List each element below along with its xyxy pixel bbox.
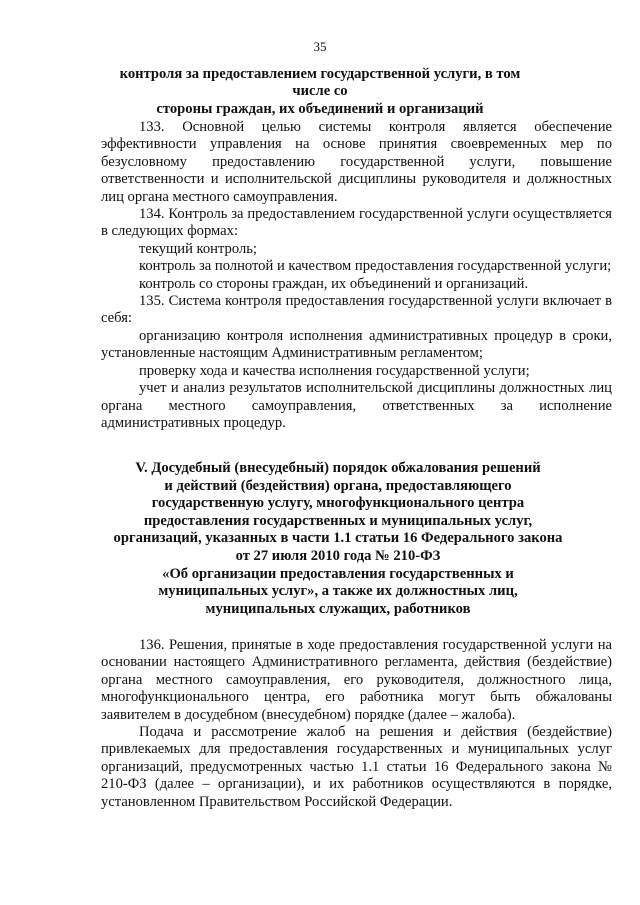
list-item: проверку хода и качества исполнения государственной услуги; [139,362,530,379]
heading-line: муниципальных услуг», а также их должностных лиц, [158,583,518,600]
paragraph-133: 133. Основной целью системы контроля является обеспечение эффективности управления на основе принятия своевременных мер по безусловному предоставлению государственной услуги, повышение ответственности и исполнительской дисциплины руководителя и должностных лиц органа местного самоуправления. [101,119,612,205]
list-item: контроль за полнотой и качеством предоставления государственной услуги; [139,258,612,275]
heading-line: и действий (бездействия) органа, предоставляющего [164,477,512,494]
paragraph-134: 134. Контроль за предоставлением государственной услуги осуществляется в следующих формах: [101,206,612,240]
heading-line: от 27 июля 2010 года № 210-ФЗ [235,547,441,564]
section-body-control [101,119,612,432]
heading-line: предоставления государственных и муниципальных услуг, [143,512,533,529]
section-body-appeal [101,637,612,811]
section-heading-v [100,460,576,618]
paragraph-136: 136. Решения, принятые в ходе предоставления государственной услуги на основании настоящего Административного регламента, действия (бездействие) органа местного самоуправления, его руководителя, должностного лица, многофункционального центра, его работника могут быть обжалованы заявителем в досудебном (внесудебном) порядке (далее – жалоба). [101,637,612,723]
heading-line: «Об организации предоставления государственных и [162,565,514,582]
list-item: организацию контроля исполнения административных процедур в сроки, установленные настоящим Административным регламентом; [101,327,612,362]
paragraph-complaints: Подача и рассмотрение жалоб на решения и действия (бездействие) привлекаемых для предоставления государственных и муниципальных услуг организаций, предусмотренных частью 1.1 статьи 16 Федерального закона № 210-ФЗ (далее – организации), и их работников осуществляются в порядке, установленном Правительством Российской Федерации. [101,724,612,810]
heading-line: V. Досудебный (внесудебный) порядок обжалования решений [135,460,541,476]
section-heading-control [100,66,540,118]
heading-line: муниципальных служащих, работников [205,600,471,617]
list-item: текущий контроль; [139,240,257,257]
heading-line: контроля за предоставлением государственной услуги, в том числе со [119,66,521,100]
list-item: учет и анализ результатов исполнительской дисциплины должностных лиц органа местного самоуправления, ответственных за исполнение административных процедур. [101,380,612,431]
list-item: контроль со стороны граждан, их объединений и организаций. [139,275,529,292]
paragraph-135: 135. Система контроля предоставления государственной услуги включает в себя: [101,293,612,327]
heading-line: организаций, указанных в части 1.1 статьи 16 Федерального закона [113,530,563,547]
page-number: 35 [313,39,327,54]
heading-line: стороны граждан, их объединений и организаций [156,100,484,117]
heading-line: государственную услугу, многофункционального центра [151,495,525,512]
